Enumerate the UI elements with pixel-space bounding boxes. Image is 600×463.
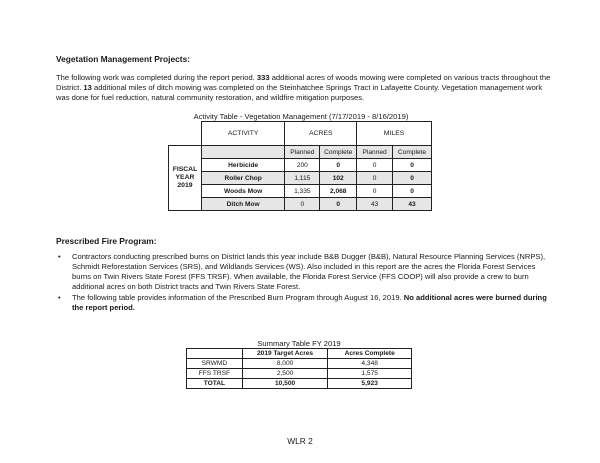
col-miles: MILES bbox=[357, 122, 432, 146]
bullet-text: Contractors conducting prescribed burns on District lands this year include B&B Dugger (B&B), Natural Resource Planning Services (NRPS), Schmidt Reforestation Services (SRS), and Wildlands Services (WS). Also included in this report are the acres the Florida Forest Services burns on Twin Rivers State Forest (FFS TRSF). When available, the Florida Forest Service (FFS COOP) will also provide a crew to burn additional acres on both District tracts and Twin Rivers State Forest. bbox=[72, 252, 546, 291]
table-row bbox=[169, 185, 432, 198]
activity-table-caption: Activity Table - Vegetation Management (7/17/2019 - 8/16/2019) bbox=[193, 112, 409, 121]
sub-acres-planned: Planned bbox=[285, 146, 320, 159]
para-text-2: additional acres of woods mowing were completed on various tracts throughout the District. bbox=[56, 73, 551, 92]
row-acres-planned: 1,335 bbox=[285, 185, 320, 198]
list-item bbox=[56, 252, 556, 292]
row-acres-complete: 0 bbox=[320, 198, 357, 211]
row-acres-complete: 0 bbox=[320, 159, 357, 172]
bullet-text: The following table provides information of the Prescribed Burn Program through August 16, 2019. bbox=[72, 293, 404, 302]
row-activity: Woods Mow bbox=[201, 185, 284, 198]
total-target: 10,500 bbox=[242, 379, 328, 389]
table-row bbox=[169, 159, 432, 172]
summary-table-caption: Summary Table FY 2019 bbox=[257, 339, 341, 348]
fiscal-line-3: 2019 bbox=[177, 182, 193, 189]
acres-mowed-value: 333 bbox=[256, 73, 270, 82]
sub-miles-planned: Planned bbox=[357, 146, 393, 159]
fire-heading: Prescribed Fire Program: bbox=[56, 236, 157, 246]
row-activity: Herbicide bbox=[201, 159, 284, 172]
activity-table-header bbox=[169, 122, 432, 146]
row-complete: 4,348 bbox=[328, 359, 412, 369]
row-target: 2,500 bbox=[242, 369, 328, 379]
row-miles-planned: 43 bbox=[357, 198, 393, 211]
vegetation-paragraph bbox=[56, 73, 556, 103]
table-row bbox=[169, 198, 432, 211]
row-acres-complete: 102 bbox=[320, 172, 357, 185]
row-miles-complete: 43 bbox=[393, 198, 432, 211]
activity-table bbox=[168, 121, 432, 211]
row-label: FFS TRSF bbox=[187, 369, 243, 379]
activity-table-subheader bbox=[169, 146, 432, 159]
row-complete: 1,575 bbox=[328, 369, 412, 379]
blank-sub-cell bbox=[201, 146, 284, 159]
col-target-acres: 2019 Target Acres bbox=[242, 349, 328, 359]
row-activity: Roller Chop bbox=[201, 172, 284, 185]
total-label: TOTAL bbox=[187, 379, 243, 389]
row-miles-planned: 0 bbox=[357, 172, 393, 185]
table-row bbox=[187, 369, 412, 379]
row-acres-complete: 2,068 bbox=[320, 185, 357, 198]
miles-ditch-value: 13 bbox=[83, 83, 92, 92]
fiscal-year-cell bbox=[169, 146, 202, 211]
table-row bbox=[169, 172, 432, 185]
col-acres: ACRES bbox=[285, 122, 357, 146]
fiscal-line-2: YEAR bbox=[175, 174, 195, 181]
row-acres-planned: 1,115 bbox=[285, 172, 320, 185]
sub-acres-complete: Complete bbox=[320, 146, 357, 159]
row-target: 8,000 bbox=[242, 359, 328, 369]
fiscal-line-1: FISCAL bbox=[172, 166, 198, 173]
row-label: SRWMD bbox=[187, 359, 243, 369]
row-acres-planned: 200 bbox=[285, 159, 320, 172]
row-miles-complete: 0 bbox=[393, 172, 432, 185]
col-acres-complete: Acres Complete bbox=[328, 349, 412, 359]
bullet-icon: • bbox=[58, 252, 61, 261]
vegetation-heading: Vegetation Management Projects: bbox=[56, 54, 191, 64]
total-row bbox=[187, 379, 412, 389]
sub-miles-complete: Complete bbox=[393, 146, 432, 159]
row-miles-complete: 0 bbox=[393, 185, 432, 198]
row-activity: Ditch Mow bbox=[201, 198, 284, 211]
fire-bullet-list bbox=[56, 252, 556, 314]
para-text-1: The following work was completed during the report period. bbox=[56, 73, 257, 82]
row-acres-planned: 0 bbox=[285, 198, 320, 211]
bullet-bold-text: No additional acres were burned during the report period. bbox=[72, 293, 547, 312]
empty-corner-cell bbox=[169, 122, 202, 146]
col-activity: ACTIVITY bbox=[201, 122, 284, 146]
total-complete: 5,923 bbox=[328, 379, 412, 389]
page-footer: WLR 2 bbox=[287, 436, 313, 446]
bullet-icon: • bbox=[58, 293, 61, 302]
list-item bbox=[56, 293, 556, 313]
row-miles-planned: 0 bbox=[357, 159, 393, 172]
blank-header-cell bbox=[187, 349, 243, 359]
summary-table-header bbox=[187, 349, 412, 359]
row-miles-planned: 0 bbox=[357, 185, 393, 198]
para-text-3: additional miles of ditch mowing was completed on the Steinhatchee Springs Tract in Lafayette County. Vegetation management work was done for fuel reduction, natural community restoration, and wildfire mitigation purposes. bbox=[56, 83, 543, 102]
row-miles-complete: 0 bbox=[393, 159, 432, 172]
summary-table bbox=[186, 348, 412, 389]
table-row bbox=[187, 359, 412, 369]
